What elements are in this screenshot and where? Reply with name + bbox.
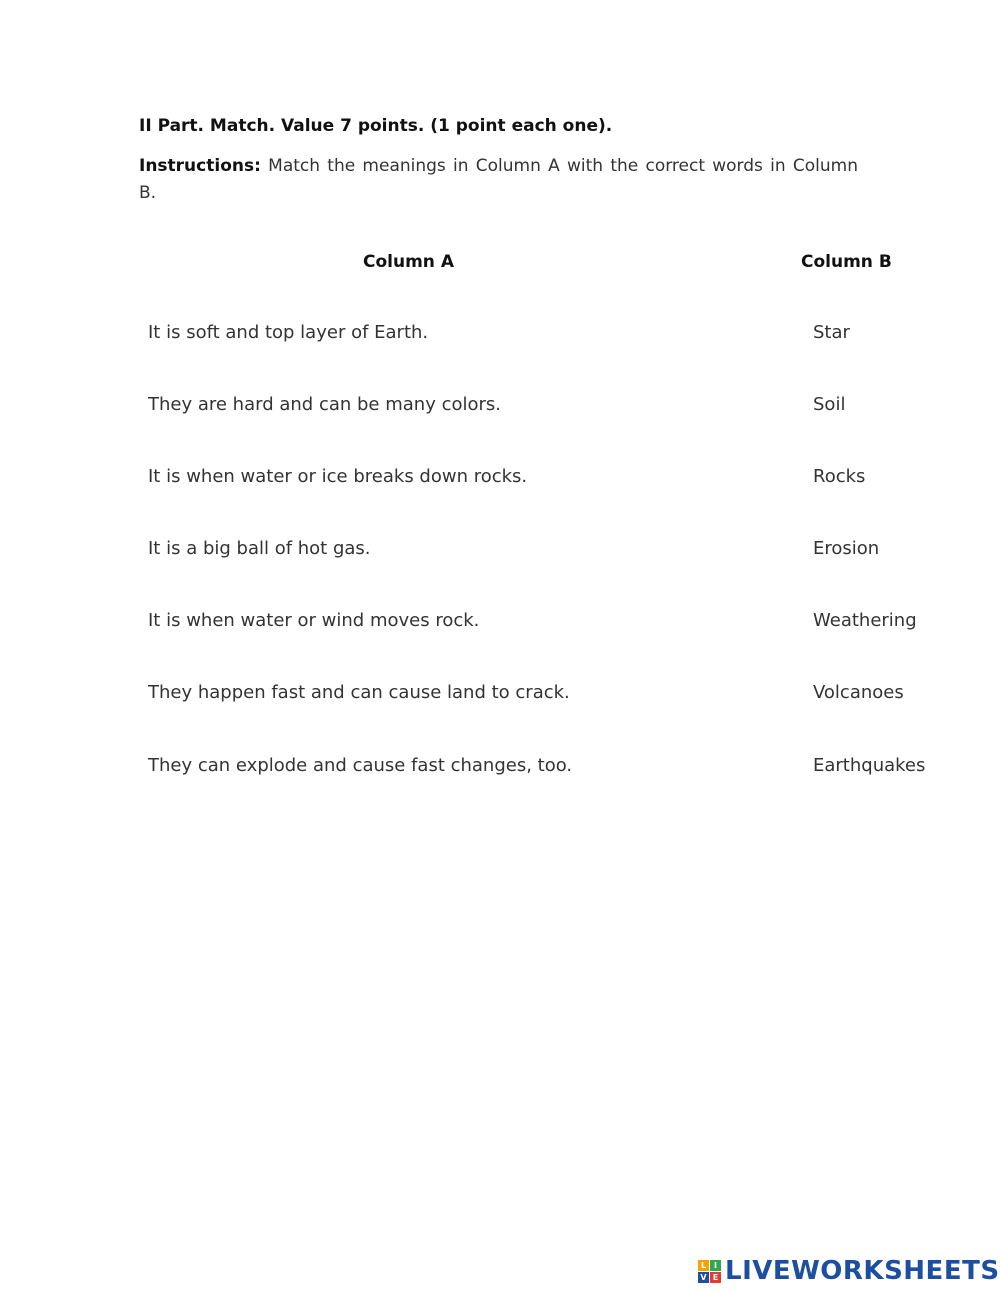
section-heading: II Part. Match. Value 7 points. (1 point each one). — [139, 116, 613, 136]
column-b-item-3: Rocks — [813, 466, 866, 487]
column-b-header: Column B — [801, 252, 892, 272]
column-a-item-7: They can explode and cause fast changes, too. — [148, 755, 573, 776]
logo-block-v: V — [698, 1272, 709, 1283]
logo-brand-text: LIVEWORKSHEETS — [725, 1256, 1000, 1286]
column-a-item-6: They happen fast and can cause land to crack. — [148, 682, 570, 703]
column-a-header: Column A — [363, 252, 454, 272]
column-a-item-5: It is when water or wind moves rock. — [148, 610, 480, 631]
column-b-item-1: Star — [813, 322, 850, 343]
column-b-item-6: Volcanoes — [813, 682, 904, 703]
logo-block-i: I — [710, 1260, 721, 1271]
column-a-item-4: It is a big ball of hot gas. — [148, 538, 371, 559]
column-b-item-5: Weathering — [813, 610, 917, 631]
logo-block-l: L — [698, 1260, 709, 1271]
column-b-item-4: Erosion — [813, 538, 880, 559]
liveworksheets-logo — [698, 1254, 1000, 1288]
instructions-text: Match the meanings in Column A with the correct words in Column B. — [139, 156, 858, 203]
column-a-item-1: It is soft and top layer of Earth. — [148, 322, 429, 343]
live-blocks-icon — [698, 1260, 721, 1283]
column-b-item-2: Soil — [813, 394, 846, 415]
instructions — [139, 153, 858, 207]
logo-block-e: E — [710, 1272, 721, 1283]
column-b-item-7: Earthquakes — [813, 755, 926, 776]
column-a-item-3: It is when water or ice breaks down rocks. — [148, 466, 528, 487]
column-a-item-2: They are hard and can be many colors. — [148, 394, 501, 415]
instructions-label: Instructions: — [139, 156, 261, 176]
